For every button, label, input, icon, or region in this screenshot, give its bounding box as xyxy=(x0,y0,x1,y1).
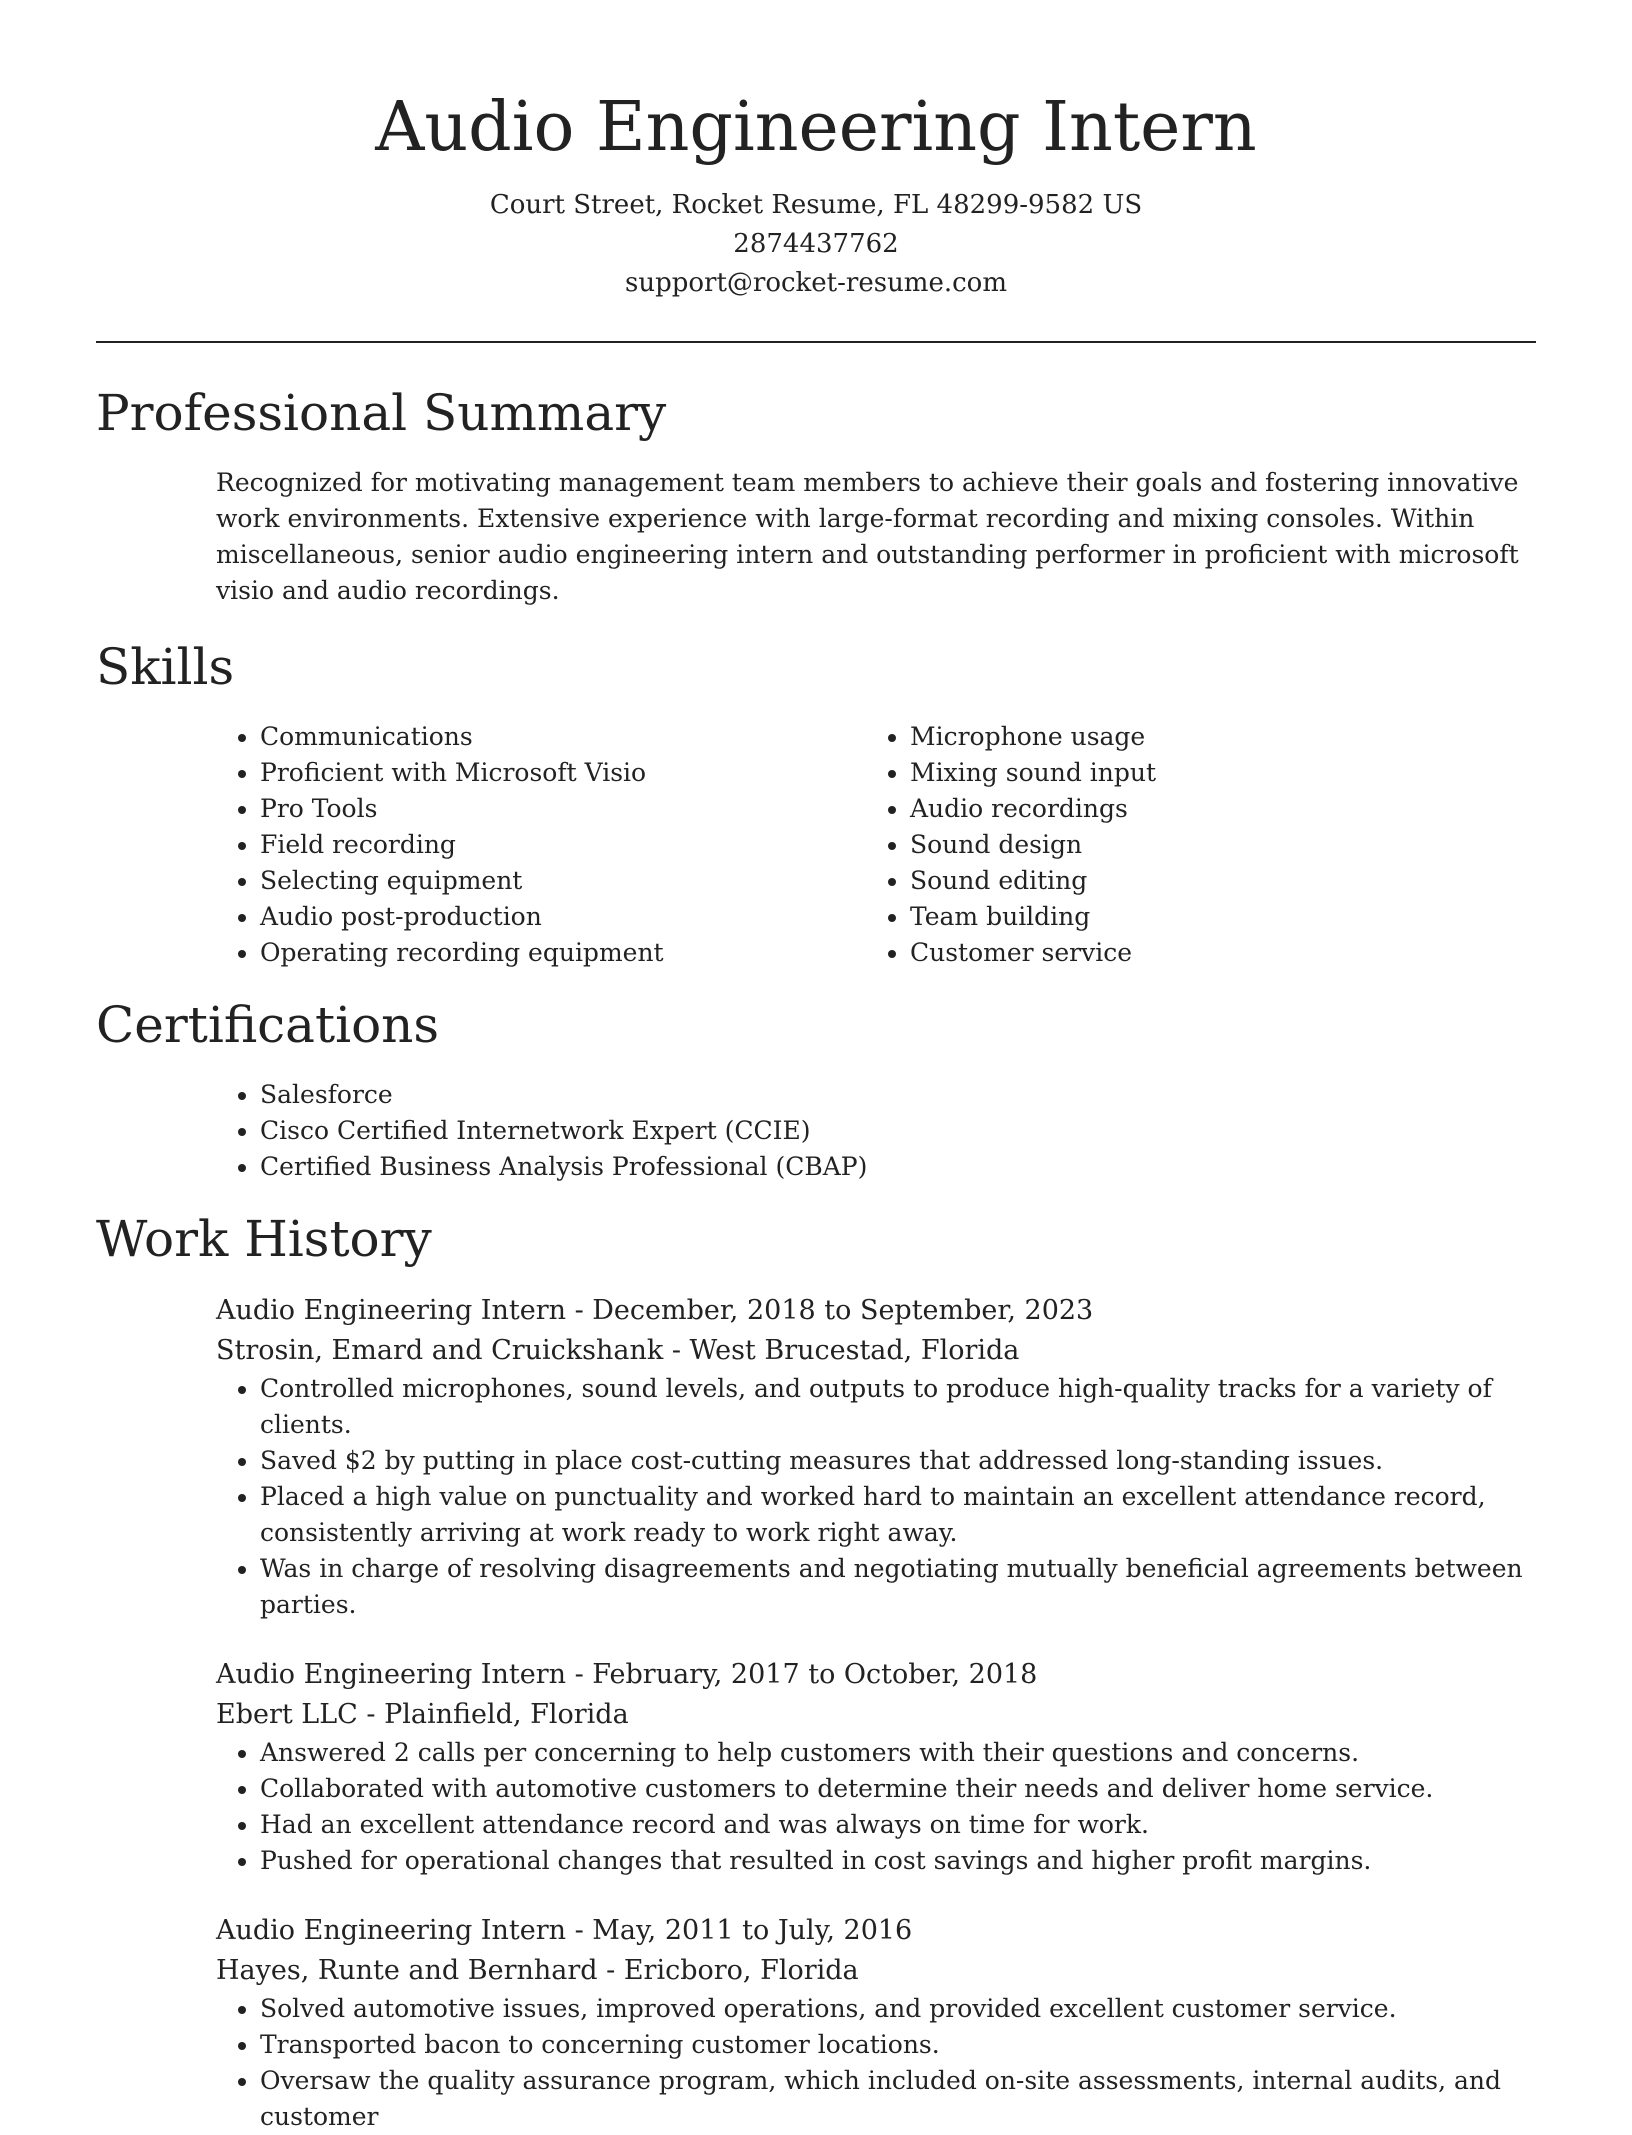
job-company-line: Hayes, Runte and Bernhard - Ericboro, Florida xyxy=(216,1955,859,1986)
job-bullet: • Had an excellent attendance record and was always on time for work. xyxy=(260,1807,1536,1843)
skills-column-left xyxy=(216,719,866,971)
contact-address: Court Street, Rocket Resume, FL 48299-9582 US xyxy=(489,190,1143,220)
job-entry xyxy=(216,1911,1536,2135)
contact-email[interactable]: support@rocket-resume.com xyxy=(624,268,1007,298)
skill-item: • Customer service xyxy=(910,935,1516,971)
job-bullet: • Oversaw the quality assurance program, which included on-site assessments, internal audits, and customer xyxy=(260,2063,1536,2135)
certification-item: • Cisco Certified Internetwork Expert (CCIE) xyxy=(260,1113,1536,1149)
header-divider xyxy=(96,341,1536,343)
job-bullet: • Placed a high value on punctuality and worked hard to maintain an excellent attendance record, consistently arriving at work ready to work right away. xyxy=(260,1479,1536,1551)
skill-item: • Audio recordings xyxy=(910,791,1516,827)
job-bullet: • Answered 2 calls per concerning to help customers with their questions and concerns. xyxy=(260,1735,1536,1771)
skills-column-right xyxy=(866,719,1516,971)
work-history-title: Work History xyxy=(96,1210,432,1268)
skill-item: • Team building xyxy=(910,899,1516,935)
job-entry xyxy=(216,1291,1536,1623)
skills-list-left xyxy=(216,719,866,971)
skill-item: • Field recording xyxy=(260,827,866,863)
job-bullet: • Collaborated with automotive customers to determine their needs and deliver home service. xyxy=(260,1771,1536,1807)
job-bullet: • Solved automotive issues, improved operations, and provided excellent customer service. xyxy=(260,1991,1536,2027)
job-bullets xyxy=(216,1371,1536,1623)
skill-item: • Microphone usage xyxy=(910,719,1516,755)
certifications-title: Certifications xyxy=(96,996,440,1054)
skill-item: • Pro Tools xyxy=(260,791,866,827)
job-title-line: Audio Engineering Intern - December, 2018 to September, 2023 xyxy=(216,1295,1094,1326)
summary-text: Recognized for motivating management team members to achieve their goals and fostering innovative work environments. Extensive experience with large-format recording and mixing consoles. Within miscellaneous, senior audio engineering intern and outstanding performer in proficient with microsoft visio and audio recordings. xyxy=(216,468,1519,605)
contact-phone: 2874437762 xyxy=(733,229,899,259)
certifications-list-wrapper xyxy=(216,1077,1536,1185)
candidate-name: Audio Engineering Intern xyxy=(375,88,1257,167)
certification-item: • Certified Business Analysis Professional (CBAP) xyxy=(260,1149,1536,1185)
skill-item: • Sound design xyxy=(910,827,1516,863)
work-history-section xyxy=(96,1207,1536,2135)
skills-grid xyxy=(216,719,1536,971)
skill-item: • Communications xyxy=(260,719,866,755)
job-company-line: Ebert LLC - Plainfield, Florida xyxy=(216,1699,629,1730)
job-bullet: • Controlled microphones, sound levels, and outputs to produce high-quality tracks for a variety of clients. xyxy=(260,1371,1536,1443)
certifications-section xyxy=(96,993,1536,1185)
skills-title: Skills xyxy=(96,638,235,696)
job-bullet: • Was in charge of resolving disagreements and negotiating mutually beneficial agreements between parties. xyxy=(260,1551,1536,1623)
job-title-line: Audio Engineering Intern - February, 2017 to October, 2018 xyxy=(216,1659,1038,1690)
certification-item: • Salesforce xyxy=(260,1077,1536,1113)
skill-item: • Proficient with Microsoft Visio xyxy=(260,755,866,791)
skills-list-right xyxy=(866,719,1516,971)
job-bullet: • Saved $2 by putting in place cost-cutting measures that addressed long-standing issues. xyxy=(260,1443,1536,1479)
skill-item: • Audio post-production xyxy=(260,899,866,935)
resume-page xyxy=(96,0,1536,2135)
job-company-line: Strosin, Emard and Cruickshank - West Brucestad, Florida xyxy=(216,1335,1020,1366)
job-entry xyxy=(216,1655,1536,1879)
certifications-list xyxy=(216,1077,1536,1185)
summary-section xyxy=(96,381,1536,609)
summary-title: Professional Summary xyxy=(96,384,667,442)
job-title-line: Audio Engineering Intern - May, 2011 to July, 2016 xyxy=(216,1915,913,1946)
skill-item: • Mixing sound input xyxy=(910,755,1516,791)
skills-section xyxy=(96,635,1536,971)
skill-item: • Operating recording equipment xyxy=(260,935,866,971)
job-bullet: • Pushed for operational changes that resulted in cost savings and higher profit margins. xyxy=(260,1843,1536,1879)
skill-item: • Sound editing xyxy=(910,863,1516,899)
resume-header xyxy=(96,0,1536,303)
job-bullets xyxy=(216,1735,1536,1879)
job-bullet: • Transported bacon to concerning customer locations. xyxy=(260,2027,1536,2063)
skill-item: • Selecting equipment xyxy=(260,863,866,899)
job-bullets xyxy=(216,1991,1536,2135)
